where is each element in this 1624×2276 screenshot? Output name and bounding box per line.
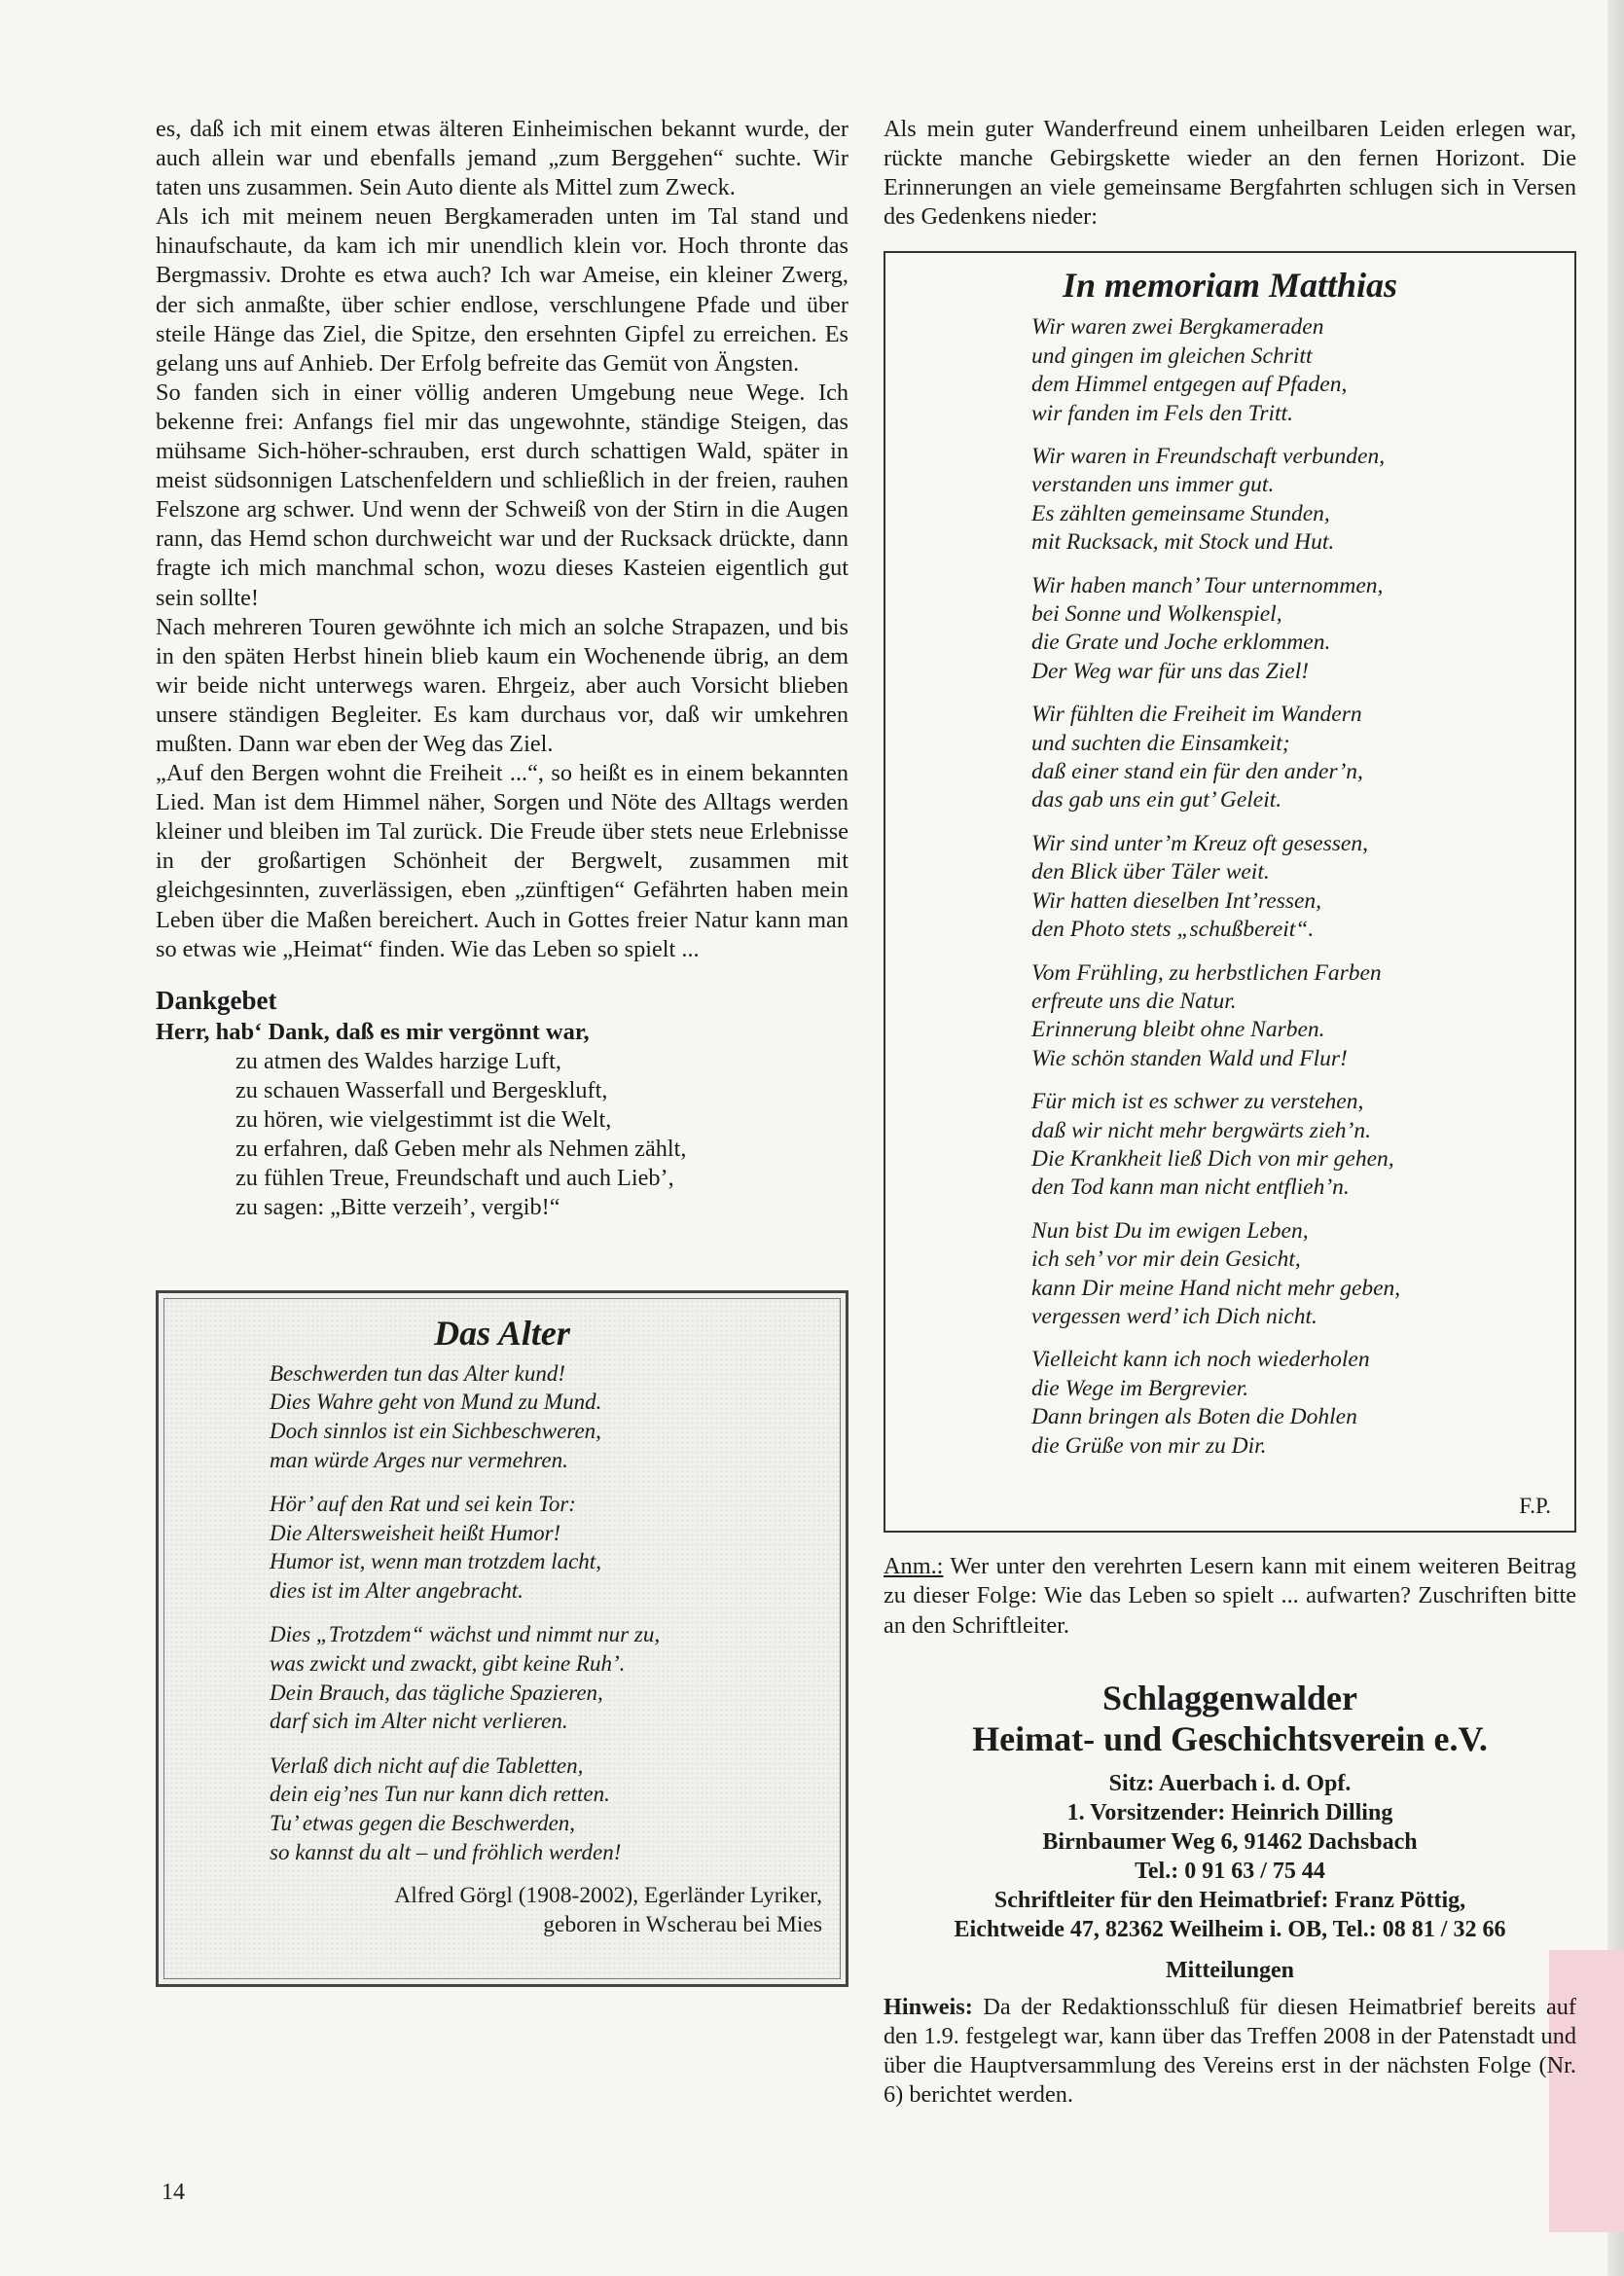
poem-line: erfreute uns die Natur. [1031,988,1237,1014]
credit-line: geboren in Wscherau bei Mies [543,1911,822,1937]
poem-line: und gingen im gleichen Schritt [1031,343,1313,369]
dankgebet-line: zu hören, wie vielgestimmt ist die Welt, [235,1105,612,1133]
poem-line: Die Altersweisheit heißt Humor! [270,1520,561,1545]
memoriam-author: F.P. [1519,1494,1551,1519]
poem-line: Vielleicht kann ich noch wiederholen [1031,1347,1370,1373]
poem-line: wir fanden im Fels den Tritt. [1031,400,1293,426]
body-paragraph: Als ich mit meinem neuen Bergkameraden unten im Tal stand und hinaufschaute, da kam ich mir unendlich klein vor. Hoch thronte das Bergmassiv. Drohte es etwa auch? Ich war Ameise, ein kleiner Zwerg, der sich anmaßte, über schier endlose, verschlungene Pfade und über steile Hänge das Ziel, die Spitze, den ersehnten Gipfel zu erreichen. Es gelang uns auf Anhieb. Der Erfolg befreite das Gemüt von Ängsten. [156,203,848,377]
poem-line: Dies Wahre geht von Mund zu Mund. [270,1390,602,1415]
poem-line: den Tod kann man nicht entflieh’n. [1031,1174,1350,1201]
verein-block [884,1678,1576,1985]
poem-stanza [270,1752,822,1866]
poem-line: Dein Brauch, das tägliche Spazieren, [270,1680,603,1705]
page-edge-shadow [1607,0,1624,2276]
poem-line: Doch sinnlos ist ein Sichbeschweren, [270,1418,601,1443]
poem-line: Wir hatten dieselben Int’ressen, [1031,887,1322,914]
memoriam-title: In memoriam Matthias [1062,266,1398,306]
poem-line: vergessen werd’ ich Dich nicht. [1031,1303,1317,1329]
poem-line: kann Dir meine Hand nicht mehr geben, [1031,1275,1401,1301]
verein-adresse: Birnbaumer Weg 6, 91462 Dachsbach [1042,1828,1418,1855]
poem-line: bei Sonne und Wolkenspiel, [1031,601,1282,628]
poem-line: Hör’ auf den Rat und sei kein Tor: [270,1492,576,1517]
poem-stanza [1031,701,1574,815]
dankgebet-line: zu atmen des Waldes harzige Luft, [235,1047,561,1074]
poem-line: Humor ist, wenn man trotzdem lacht, [270,1549,601,1574]
dankgebet-lines [235,1047,848,1222]
anm-paragraph [884,1552,1576,1640]
poem-line: dein eig’nes Tun nur kann dich retten. [270,1782,610,1807]
page-number: 14 [162,2180,185,2205]
poem-credit [270,1882,822,1939]
body-paragraph: „Auf den Bergen wohnt die Freiheit ...“, so heißt es in einem bekannten Lied. Man ist dem Himmel näher, Sorgen und Nöte des Alltags werden kleiner und bleiben im Tal zurück. Die Freude über stets neue Erlebnisse in der großartigen Schönheit der Bergwelt, zusammen mit gleichgesinnten, zuverlässigen, eben „zünftigen“ Gefährten haben mein Leben über die Maßen bereichert. Auch in Gottes freier Natur kann man so etwas wie „Heimat“ finden. Wie das Leben so spielt ... [156,760,848,962]
das-alter-inner [163,1298,841,1979]
poem-line: und suchten die Einsamkeit; [1031,730,1290,756]
intro-paragraph: Als mein guter Wanderfreund einem unheilbaren Leiden erlegen war, rückte manche Gebirgskette wieder an den fernen Horizont. Die Erinnerungen an viele gemeinsame Bergfahrten schlugen sich in Versen des Gedenkens nieder: [884,116,1576,231]
poem-stanza [1031,1217,1574,1332]
poem-line: Es zählten gemeinsame Stunden, [1031,500,1330,526]
poem-line: Dies „Trotzdem“ wächst und nimmt nur zu, [270,1622,661,1647]
das-alter-title: Das Alter [434,1313,570,1353]
poem-line: den Photo stets „schußbereit“. [1031,917,1315,943]
poem-line: verstanden uns immer gut. [1031,472,1275,498]
verein-vorsitzender: 1. Vorsitzender: Heinrich Dilling [1066,1799,1393,1825]
memoriam-box [884,251,1576,1533]
poem-line: dies ist im Alter angebracht. [270,1577,523,1603]
poem-line: das gab uns ein gut’ Geleit. [1031,787,1282,813]
left-column [156,115,848,1987]
memoriam-stanzas [1031,313,1574,1461]
credit-line: Alfred Görgl (1908-2002), Egerländer Lyriker, [394,1883,822,1909]
verein-name-line1: Schlaggenwalder [1101,1678,1357,1717]
poem-stanza [1031,313,1574,428]
poem-stanza [270,1490,822,1605]
verein-sitz: Sitz: Auerbach i. d. Opf. [1108,1770,1352,1796]
poem-stanza [1031,443,1574,558]
mitteilungen-heading: Mitteilungen [1166,1957,1294,1983]
dankgebet-title: Dankgebet [156,985,277,1015]
anm-label: Anm.: [884,1553,944,1580]
poem-line: die Wege im Bergrevier. [1031,1375,1249,1401]
verein-schriftleiter-adresse: Eichtweide 47, 82362 Weilheim i. OB, Tel.: 08 81 / 32 66 [954,1916,1506,1942]
poem-line: Wir sind unter’m Kreuz oft gesessen, [1031,830,1368,856]
poem-stanza [1031,830,1574,945]
verein-schriftleiter: Schriftleiter für den Heimatbrief: Franz Pöttig, [993,1887,1466,1913]
poem-line: daß wir nicht mehr bergwärts zieh’n. [1031,1117,1372,1143]
poem-stanza [1031,959,1574,1074]
poem-line: dem Himmel entgegen auf Pfaden, [1031,372,1348,398]
poem-line: mit Rucksack, mit Stock und Hut. [1031,529,1335,556]
poem-line: ich seh’ vor mir dein Gesicht, [1031,1246,1301,1273]
dankgebet-first-line: Herr, hab‘ Dank, daß es mir vergönnt war, [156,1018,590,1045]
poem-line: daß einer stand ein für den ander’n, [1031,759,1363,785]
poem-line: Die Krankheit ließ Dich von mir gehen, [1031,1145,1394,1172]
poem-stanza [270,1620,822,1735]
dankgebet-line: zu fühlen Treue, Freundschaft und auch Lieb’, [235,1164,674,1191]
poem-line: Beschwerden tun das Alter kund! [270,1360,566,1386]
poem-line: die Grüße von mir zu Dir. [1031,1432,1267,1459]
poem-line: Wir waren zwei Bergkameraden [1031,314,1324,341]
hinweis-label: Hinweis: [884,1993,973,2020]
body-paragraph: Nach mehreren Touren gewöhnte ich mich an solche Strapazen, und bis in den späten Herbst hinein blieb kaum ein Wochenende übrig, an dem wir beide nicht unterwegs waren. Ehrgeiz, aber auch Vorsicht blieben unsere ständigen Begleiter. Es kam durchaus vor, daß wir umkehren mußten. Dann war eben der Weg das Ziel. [156,613,848,757]
poem-line: Für mich ist es schwer zu verstehen, [1031,1089,1364,1115]
poem-line: den Blick über Täler weit. [1031,859,1270,885]
anm-text: Wer unter den verehrten Lesern kann mit einem weiteren Beitrag zu dieser Folge: Wie das Leben so spielt ... aufwarten? Zuschriften bitte an den Schriftleiter. [884,1553,1576,1639]
poem-line: Wir waren in Freundschaft verbunden, [1031,444,1386,469]
body-paragraph: es, daß ich mit einem etwas älteren Einheimischen bekannt wurde, der auch allein war und ebenfalls jemand „zum Berggehen“ suchte. Wir taten uns zusammen. Sein Auto diente als Mittel zum Zweck. [156,116,848,201]
poem-line: Nun bist Du im ewigen Leben, [1031,1217,1309,1244]
poem-line: Wir fühlten die Freiheit im Wandern [1031,702,1362,728]
body-paragraph: So fanden sich in einer völlig anderen Umgebung neue Wege. Ich bekenne frei: Anfangs fiel mir das ungewohnte, ständige Steigen, das mühsame Sich-höher-schrauben, erst durch schattigen Wald, später in meist südsonnigen Latschenfeldern und schließlich in der freien, rauhen Felszone arg schwer. Und wenn der Schweiß von der Stirn in die Augen rann, das Hemd schon durchweicht war und der Rucksack drückte, dann fragte ich mich manchmal schon, wozu dieses Kasteien eigentlich gut sein sollte! [156,379,848,611]
hinweis-text: Da der Redaktionsschluß für diesen Heimatbrief bereits auf den 1.9. festgelegt war, kann über das Treffen 2008 in der Patenstadt und über die Hauptversammlung des Vereins erst in der nächsten Folge (Nr. 6) berichtet werden. [884,1993,1576,2108]
poem-stanza [1031,572,1574,687]
poem-line: Der Weg war für uns das Ziel! [1031,658,1310,684]
poem-stanza [1031,1346,1574,1461]
poem-line: Wie schön standen Wald und Flur! [1031,1045,1348,1071]
poem-line: man würde Arges nur vermehren. [270,1447,568,1472]
dankgebet-line: zu sagen: „Bitte verzeih’, vergib!“ [235,1193,560,1220]
das-alter-box [156,1290,848,1987]
poem-line: darf sich im Alter nicht verlieren. [270,1709,568,1734]
poem-line: was zwickt und zwackt, gibt keine Ruh’. [270,1651,626,1677]
poem-line: die Grate und Joche erklommen. [1031,630,1331,656]
poem-stanza [270,1359,822,1474]
hinweis-paragraph [884,1993,1576,2110]
poem-line: Verlaß dich nicht auf die Tabletten, [270,1752,584,1778]
poem-stanza [1031,1088,1574,1203]
poem-line: Vom Frühling, zu herbstlichen Farben [1031,959,1382,986]
poem-line: Erinnerung bleibt ohne Narben. [1031,1017,1325,1043]
dankgebet-line: zu schauen Wasserfall und Bergeskluft, [235,1076,608,1103]
poem-line: Wir haben manch’ Tour unternommen, [1031,572,1384,598]
dankgebet-line: zu erfahren, daß Geben mehr als Nehmen zählt, [235,1135,687,1162]
poem-line: so kannst du alt – und fröhlich werden! [270,1839,622,1864]
right-column [884,115,1576,2110]
verein-telefon: Tel.: 0 91 63 / 75 44 [1135,1858,1325,1884]
poem-line: Tu’ etwas gegen die Beschwerden, [270,1811,576,1836]
verein-name-line2: Heimat- und Geschichtsverein e.V. [972,1718,1488,1758]
poem-line: Dann bringen als Boten die Dohlen [1031,1404,1357,1430]
